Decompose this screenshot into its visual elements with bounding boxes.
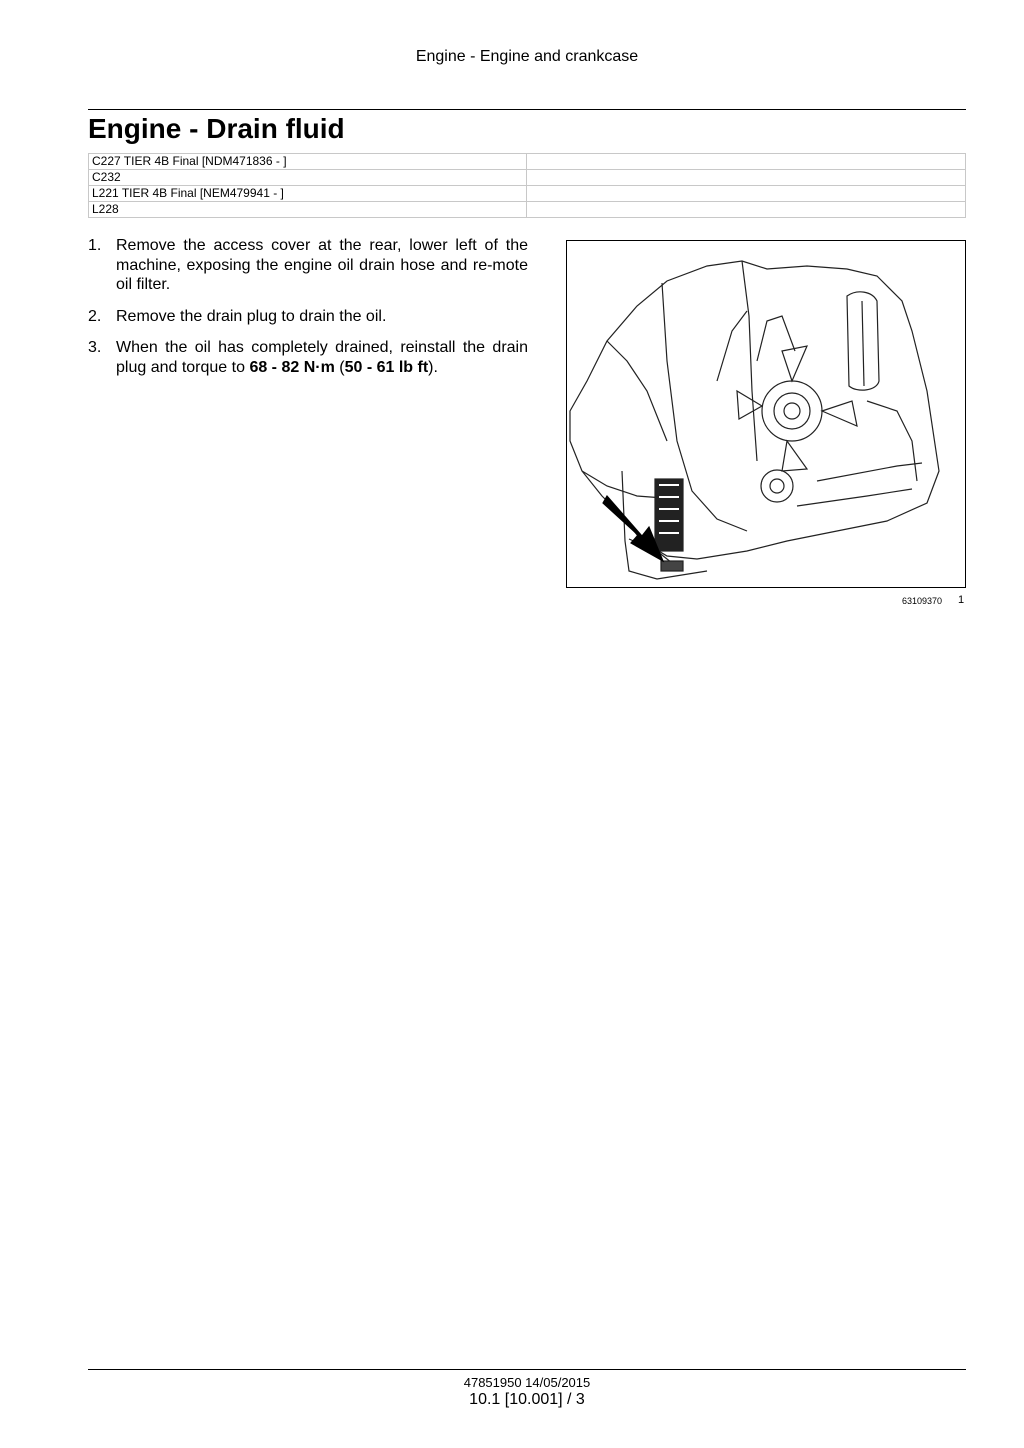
empty-cell <box>527 186 966 202</box>
step-text: Remove the drain plug to drain the oil. <box>116 307 387 325</box>
table-row <box>89 154 966 170</box>
table-row <box>89 202 966 218</box>
footer-doc-ref: 47851950 14/05/2015 <box>463 1375 591 1390</box>
step-text: Remove the access cover at the rear, lower left of the machine, exposing the engine oil drain hose and re-mote oil filter. <box>116 237 528 293</box>
table-row <box>89 186 966 202</box>
paren-open: ( <box>334 358 345 376</box>
model-cell: C232 <box>89 170 527 186</box>
step-text: When the oil has completely drained, reinstall the drain plug and torque to <box>116 339 528 376</box>
empty-cell <box>527 202 966 218</box>
engine-illustration <box>566 240 966 588</box>
paren-close: ). <box>428 358 438 376</box>
step-1 <box>88 236 528 295</box>
applicability-table <box>88 153 966 218</box>
model-cell: C227 TIER 4B Final [NDM471836 - ] <box>89 154 527 170</box>
step-number: 1. <box>88 237 102 254</box>
table-row <box>89 170 966 186</box>
step-2 <box>88 307 528 327</box>
step-number: 2. <box>88 307 102 325</box>
empty-cell <box>527 170 966 186</box>
machine-rear-drawing <box>567 241 965 587</box>
running-header: Engine - Engine and crankcase <box>415 48 639 65</box>
title-rule <box>88 109 966 110</box>
figure-id: 63109370 <box>901 596 942 606</box>
step-3 <box>88 338 528 377</box>
torque-imperial: 50 - 61 lb ft <box>344 358 429 376</box>
empty-cell <box>527 154 966 170</box>
torque-metric: 68 - 82 N·m <box>249 358 335 376</box>
page-title: Engine - Drain fluid <box>88 113 345 144</box>
procedure-steps <box>88 236 528 389</box>
step-number: 3. <box>88 339 102 356</box>
figure-number: 1 <box>958 594 965 606</box>
footer-page-ref: 10.1 [10.001] / 3 <box>469 1391 585 1408</box>
footer-rule <box>88 1369 966 1370</box>
model-cell: L228 <box>89 202 527 218</box>
model-cell: L221 TIER 4B Final [NEM479941 - ] <box>89 186 527 202</box>
